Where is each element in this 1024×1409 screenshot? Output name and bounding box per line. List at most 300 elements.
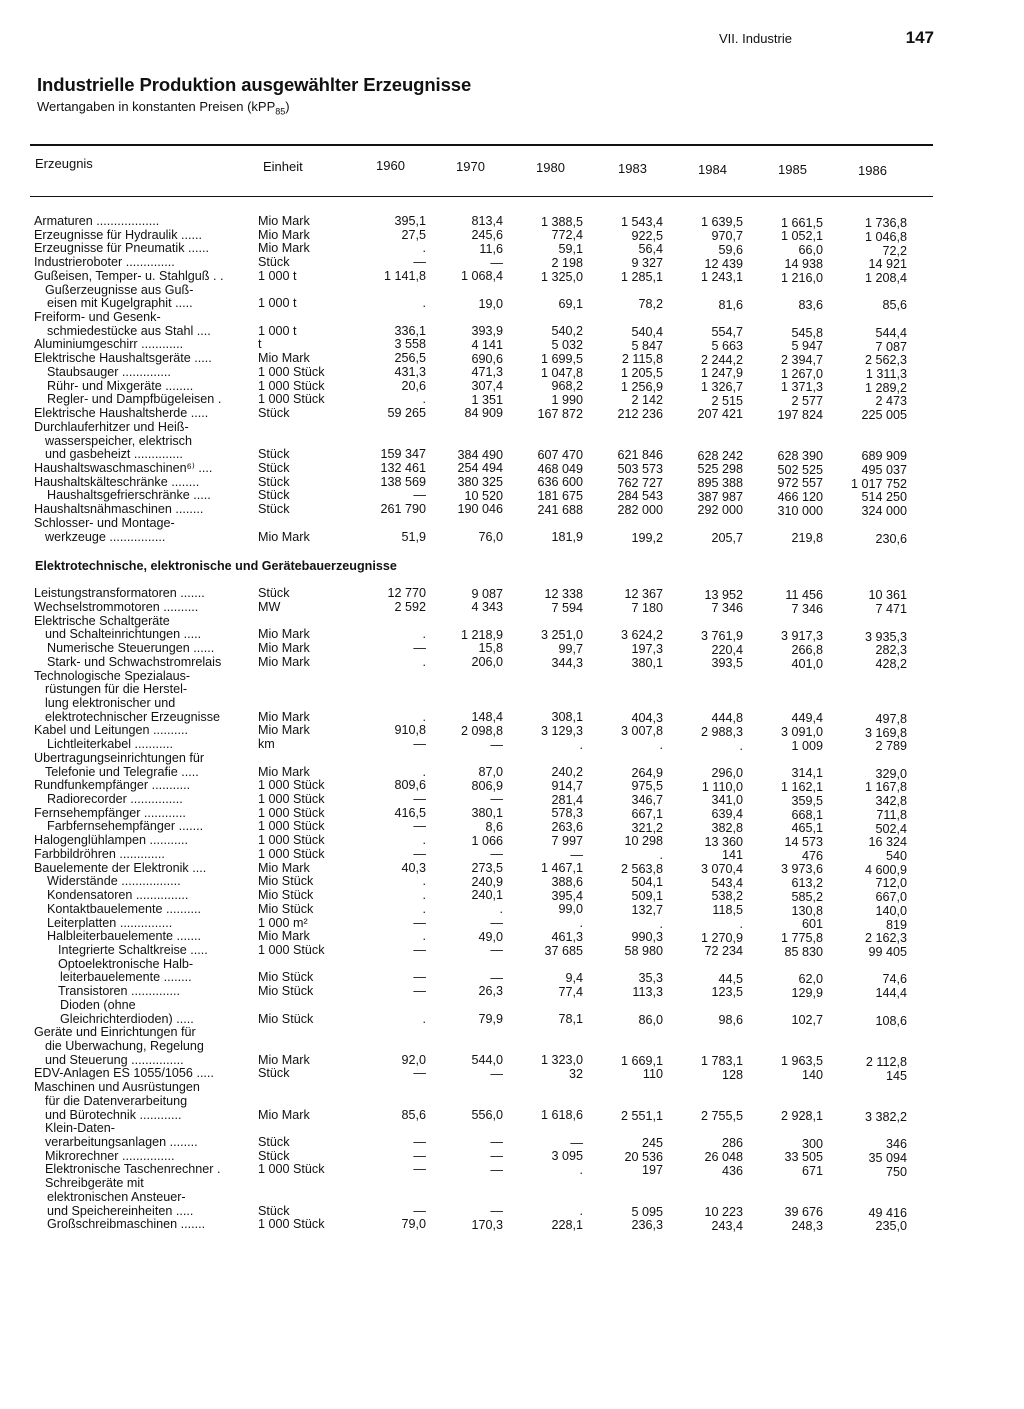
row-label: wasserspeicher, elektrisch — [45, 434, 192, 448]
value-cell: 667,0 — [875, 890, 907, 905]
row-unit: MW — [258, 599, 281, 614]
row-label: Wechselstrommotoren .......... — [34, 600, 199, 614]
value-cell: 4 343 — [471, 600, 503, 615]
value-cell: 671 — [801, 1164, 823, 1179]
row-unit: 1 000 Stück — [258, 1162, 325, 1177]
value-cell: — — [490, 1135, 503, 1150]
value-cell: 87,0 — [478, 764, 503, 779]
value-cell: 690,6 — [471, 351, 503, 366]
table-row — [0, 297, 1024, 311]
column-header-year: 1980 — [536, 160, 565, 175]
value-cell: — — [570, 847, 583, 862]
table-row — [0, 985, 1024, 999]
value-cell: 972 557 — [777, 476, 823, 491]
value-cell: 503 573 — [617, 461, 663, 476]
value-cell: — — [413, 737, 426, 752]
value-cell: — — [413, 1203, 426, 1218]
value-cell: — — [490, 737, 503, 752]
value-cell: 1 775,8 — [780, 930, 823, 945]
value-cell: — — [490, 255, 503, 270]
value-cell: 282 000 — [617, 503, 663, 518]
value-cell: 181 675 — [537, 489, 583, 504]
row-label: schmiedestücke aus Stahl .... — [47, 324, 211, 338]
value-cell: 1 046,8 — [864, 229, 907, 244]
table-row — [0, 1205, 1024, 1219]
row-unit: 1 000 Stück — [258, 1217, 325, 1232]
table-row — [0, 793, 1024, 807]
value-cell: . — [422, 874, 426, 889]
section-spacer — [0, 544, 1024, 558]
row-unit: Stück — [258, 1066, 290, 1081]
value-cell: 514 250 — [861, 490, 907, 505]
row-label: und Speichereinheiten ..... — [47, 1204, 194, 1218]
value-cell: 256,5 — [394, 351, 426, 366]
value-cell: 2 592 — [394, 599, 426, 614]
value-cell: — — [413, 488, 426, 503]
value-cell: 13 360 — [704, 834, 743, 849]
table-row — [0, 1122, 1024, 1136]
value-cell: 3 251,0 — [540, 628, 583, 643]
value-cell: 236,3 — [631, 1218, 663, 1233]
value-cell: 3 935,3 — [864, 629, 907, 644]
value-cell: 416,5 — [394, 805, 426, 820]
page-number: 147 — [905, 28, 934, 47]
value-cell: 1 543,4 — [620, 215, 663, 230]
value-cell: 540,2 — [551, 324, 583, 339]
row-unit: Mio Mark — [258, 241, 310, 256]
value-cell: 118,5 — [712, 903, 743, 918]
table-row — [0, 1150, 1024, 1164]
row-unit: 1 000 Stück — [258, 805, 325, 820]
value-cell: 1 047,8 — [540, 365, 583, 380]
value-cell: . — [422, 764, 426, 779]
value-cell: 282,3 — [875, 643, 907, 658]
table-row — [0, 215, 1024, 229]
table-row — [0, 1177, 1024, 1191]
value-cell: 2 928,1 — [780, 1109, 823, 1124]
value-cell: 393,9 — [471, 324, 503, 339]
column-header-year: 1960 — [376, 158, 405, 173]
value-cell: 197 — [641, 1163, 663, 1178]
value-cell: . — [422, 296, 426, 311]
row-label: Mikrorechner ............... — [45, 1149, 175, 1163]
value-cell: 7 180 — [631, 601, 663, 616]
value-cell: 113,3 — [632, 985, 663, 1000]
value-cell: — — [490, 1066, 503, 1081]
value-cell: 281,4 — [551, 792, 583, 807]
value-cell: 44,5 — [718, 971, 743, 986]
value-cell: 556,0 — [471, 1107, 503, 1122]
table-top-rule — [30, 144, 933, 146]
value-cell: 140,0 — [875, 903, 907, 918]
row-unit: Mio Stück — [258, 984, 314, 999]
value-cell: 78,2 — [638, 297, 663, 312]
row-unit: Stück — [258, 406, 290, 421]
value-cell: 286 — [721, 1136, 743, 1151]
table-row — [0, 352, 1024, 366]
value-cell: 2 112,8 — [865, 1054, 907, 1069]
value-cell: 3 091,0 — [780, 725, 823, 740]
row-label: Fernsehempfänger ............ — [34, 806, 186, 820]
value-cell: 7 997 — [551, 833, 583, 848]
table-header-rule — [30, 196, 933, 197]
row-label: EDV-Anlagen ES 1055/1056 ..... — [34, 1067, 214, 1081]
value-cell: 2 755,5 — [700, 1108, 743, 1123]
row-label: Technologische Spezialaus- — [34, 669, 191, 683]
table-row — [0, 1013, 1024, 1027]
row-unit: Stück — [258, 460, 290, 475]
value-cell: . — [659, 916, 663, 931]
value-cell: 384 490 — [457, 447, 503, 462]
value-cell: 59 265 — [387, 406, 426, 421]
value-cell: 538,2 — [711, 889, 743, 904]
value-cell: 342,8 — [875, 794, 907, 809]
value-cell: 16 324 — [868, 835, 907, 850]
value-cell: 1 243,1 — [700, 270, 743, 285]
value-cell: — — [413, 915, 426, 930]
value-cell: 3 095 — [551, 1149, 583, 1164]
value-cell: 11,6 — [479, 241, 503, 256]
value-cell: 59,6 — [718, 242, 743, 257]
row-label: elektrotechnischer Erzeugnisse — [45, 710, 221, 724]
value-cell: 1 371,3 — [780, 380, 823, 395]
value-cell: 428,2 — [875, 656, 907, 671]
table-row — [0, 503, 1024, 517]
table-row — [0, 752, 1024, 766]
row-label: und Bürotechnik ............ — [45, 1108, 182, 1122]
value-cell: 296,0 — [711, 765, 743, 780]
value-cell: 762 727 — [617, 475, 663, 490]
table-row — [0, 958, 1024, 972]
table-row — [0, 1218, 1024, 1232]
row-unit: Mio Mark — [258, 860, 310, 875]
row-unit: 1 000 Stück — [258, 778, 325, 793]
value-cell: 636 600 — [537, 475, 583, 490]
table-row — [0, 766, 1024, 780]
row-unit: Mio Stück — [258, 874, 314, 889]
row-label: Regler- und Dampfbügeleisen . — [47, 393, 222, 407]
value-cell: 35 094 — [868, 1150, 907, 1165]
row-label: Kontaktbauelemente .......... — [47, 902, 202, 916]
value-cell: 225 005 — [861, 408, 907, 423]
column-header-year: 1970 — [456, 159, 485, 174]
row-label: Industrieroboter .............. — [34, 256, 175, 270]
value-cell: 284 543 — [617, 489, 663, 504]
value-cell: 72 234 — [704, 944, 743, 959]
value-cell: 292 000 — [697, 503, 743, 518]
row-label: und Schalteinrichtungen ..... — [45, 628, 202, 642]
row-unit: Mio Mark — [258, 1107, 310, 1122]
value-cell: . — [659, 738, 663, 753]
value-cell: 85,6 — [401, 1107, 426, 1122]
table-row — [0, 1136, 1024, 1150]
row-unit: 1 000 t — [258, 268, 297, 283]
table-row — [0, 462, 1024, 476]
value-cell: 1 205,5 — [620, 365, 663, 380]
table-row — [0, 1040, 1024, 1054]
table-row — [0, 338, 1024, 352]
value-cell: 1 326,7 — [700, 380, 743, 395]
value-cell: 219,8 — [791, 531, 823, 546]
value-cell: 3 761,9 — [700, 628, 743, 643]
row-label: Freiform- und Gesenk- — [34, 311, 161, 325]
row-label: Transistoren .............. — [58, 985, 181, 999]
row-unit: Stück — [258, 488, 290, 503]
value-cell: 79,0 — [401, 1217, 426, 1232]
value-cell: 10 520 — [464, 488, 503, 503]
value-cell: 72,2 — [882, 243, 907, 258]
row-label: Bauelemente der Elektronik .... — [34, 861, 207, 875]
value-cell: 1 639,5 — [700, 215, 743, 230]
value-cell: 968,2 — [551, 379, 583, 394]
value-cell: 2 789 — [875, 739, 907, 754]
value-cell: 436 — [721, 1163, 743, 1178]
value-cell: — — [570, 1135, 583, 1150]
table-header — [0, 150, 1024, 190]
value-cell: . — [422, 709, 426, 724]
table-row — [0, 944, 1024, 958]
row-label: Maschinen und Ausrüstungen — [34, 1081, 200, 1095]
value-cell: 359,5 — [791, 793, 823, 808]
value-cell: 14 573 — [784, 834, 823, 849]
row-label: Gußeisen, Temper- u. Stahlguß . . — [34, 269, 224, 283]
value-cell: 181,9 — [551, 530, 583, 545]
value-cell: 148,4 — [471, 710, 503, 725]
value-cell: 9 087 — [471, 586, 503, 601]
value-cell: 264,9 — [631, 765, 663, 780]
value-cell: 2 515 — [711, 393, 743, 408]
row-unit: Mio Stück — [258, 888, 314, 903]
value-cell: 1 661,5 — [780, 215, 823, 230]
value-cell: 7 346 — [711, 601, 743, 616]
table-row — [0, 517, 1024, 531]
row-unit: 1 000 Stück — [258, 792, 325, 807]
table-row — [0, 380, 1024, 394]
row-label: die Überwachung, Regelung — [45, 1039, 204, 1053]
value-cell: 3 624,2 — [620, 628, 663, 643]
subtitle-text: Wertangaben in konstanten Preisen (kPP — [37, 99, 276, 114]
row-label: Gleichrichterdioden) ..... — [60, 1012, 194, 1026]
value-cell: 2 563,8 — [620, 861, 663, 876]
value-cell: 393,5 — [711, 656, 743, 671]
section-heading-text: Elektrotechnische, elektronische und Gerätebauerzeugnisse — [35, 559, 397, 574]
value-cell: 1 388,5 — [540, 214, 583, 229]
row-label: und gasbeheizt .............. — [45, 448, 183, 462]
value-cell: 1 618,6 — [540, 1108, 583, 1123]
value-cell: 466 120 — [777, 490, 823, 505]
value-cell: 206,0 — [471, 655, 503, 670]
value-cell: 15,8 — [478, 641, 503, 656]
value-cell: — — [413, 255, 426, 270]
value-cell: 465,1 — [791, 821, 823, 836]
value-cell: 578,3 — [551, 806, 583, 821]
value-cell: 468 049 — [537, 461, 583, 476]
value-cell: 2 988,3 — [700, 724, 743, 739]
value-cell: 1 141,8 — [383, 268, 426, 283]
value-cell: 199,2 — [631, 530, 663, 545]
value-cell: 1 110,0 — [701, 779, 743, 794]
value-cell: 321,2 — [631, 820, 663, 835]
row-label: Erzeugnisse für Pneumatik ...... — [34, 242, 209, 256]
row-unit: Mio Mark — [258, 627, 310, 642]
value-cell: . — [422, 627, 426, 642]
row-label: Stark- und Schwachstromrelais — [47, 655, 222, 669]
row-label: Übertragungseinrichtungen für — [34, 751, 205, 765]
value-cell: 266,8 — [791, 642, 823, 657]
value-cell: 62,0 — [798, 972, 823, 987]
value-cell: 123,5 — [711, 985, 743, 1000]
row-unit: Stück — [258, 586, 290, 601]
row-label: Dioden (ohne — [60, 998, 136, 1012]
table-row — [0, 1163, 1024, 1177]
value-cell: 128 — [721, 1067, 743, 1082]
table-row — [0, 1067, 1024, 1081]
value-cell: 56,4 — [638, 242, 663, 257]
column-header-product: Erzeugnis — [35, 156, 93, 171]
value-cell: 3 007,8 — [620, 724, 663, 739]
table-row — [0, 311, 1024, 325]
table-row — [0, 1081, 1024, 1095]
row-label: eisen mit Kugelgraphit ..... — [47, 297, 193, 311]
table-row — [0, 1054, 1024, 1068]
value-cell: — — [413, 1135, 426, 1149]
value-cell: 1 216,0 — [780, 270, 823, 285]
value-cell: 85 830 — [784, 944, 823, 959]
value-cell: 585,2 — [791, 889, 823, 904]
value-cell: 346 — [885, 1137, 907, 1152]
table-row — [0, 642, 1024, 656]
table-row — [0, 476, 1024, 490]
value-cell: 471,3 — [471, 365, 503, 380]
row-label: Farbfernsehempfänger ....... — [47, 820, 204, 834]
value-cell: 59,1 — [558, 242, 583, 257]
value-cell: 504,1 — [631, 875, 663, 890]
value-cell: 809,6 — [394, 778, 426, 793]
value-cell: 19,0 — [478, 296, 503, 311]
row-label: für die Datenverarbeitung — [45, 1094, 188, 1108]
value-cell: . — [422, 241, 426, 256]
row-unit: t — [258, 337, 262, 352]
row-unit: Mio Mark — [258, 351, 310, 366]
table-row — [0, 697, 1024, 711]
row-label: Radiorecorder ............... — [47, 793, 183, 807]
value-cell: 495 037 — [861, 463, 907, 478]
value-cell: 26 048 — [704, 1150, 743, 1165]
value-cell: 3 129,3 — [540, 724, 583, 739]
value-cell: 607 470 — [537, 447, 583, 462]
value-cell: 8,6 — [485, 819, 503, 834]
value-cell: 431,3 — [394, 364, 426, 379]
value-cell: 205,7 — [711, 530, 743, 545]
value-cell: 5 663 — [711, 338, 743, 353]
row-label: Haushaltsgefrierschränke ..... — [47, 489, 211, 503]
row-unit: 1 000 Stück — [258, 392, 325, 407]
value-cell: 502 525 — [777, 462, 823, 477]
value-cell: 132 461 — [380, 460, 426, 475]
table-row — [0, 421, 1024, 435]
value-cell: 382,8 — [711, 820, 743, 835]
table-row — [0, 1191, 1024, 1205]
row-label: Elektrische Schaltgeräte — [34, 614, 170, 628]
value-cell: 49 416 — [868, 1205, 907, 1220]
section-heading — [0, 558, 1024, 575]
value-cell: . — [422, 888, 426, 903]
value-cell: 3 917,3 — [780, 629, 823, 644]
value-cell: 245,6 — [471, 228, 503, 243]
value-cell: 329,0 — [875, 766, 907, 781]
value-cell: — — [490, 1203, 503, 1218]
value-cell: 525 298 — [697, 462, 743, 477]
subtitle-close: ) — [285, 99, 290, 114]
value-cell: 2 098,8 — [460, 723, 503, 738]
value-cell: 13 952 — [704, 587, 743, 602]
value-cell: 10 361 — [868, 588, 907, 603]
value-cell: 540 — [885, 849, 907, 863]
value-cell: 33 505 — [784, 1150, 823, 1165]
value-cell: 2 162,3 — [864, 931, 907, 946]
value-cell: 2 244,2 — [700, 352, 743, 367]
value-cell: 51,9 — [401, 529, 426, 544]
row-unit: 1 000 m² — [258, 915, 308, 930]
value-cell: 502,4 — [875, 821, 907, 836]
value-cell: 76,0 — [478, 529, 503, 544]
value-cell: 628 242 — [697, 448, 743, 463]
value-cell: 129,9 — [791, 985, 823, 1000]
column-header-year: 1986 — [858, 163, 887, 178]
value-cell: 1 990 — [551, 393, 583, 408]
value-cell: 32 — [568, 1067, 583, 1082]
value-cell: . — [422, 392, 426, 407]
value-cell: — — [413, 1162, 426, 1177]
value-cell: . — [659, 847, 663, 862]
row-label: Geräte und Einrichtungen für — [34, 1026, 196, 1040]
value-cell: 324 000 — [861, 504, 907, 519]
value-cell: 2 394,7 — [780, 352, 823, 367]
table-row — [0, 834, 1024, 848]
value-cell: 228,1 — [551, 1218, 583, 1232]
value-cell: 4 600,9 — [864, 862, 907, 877]
table-row — [0, 587, 1024, 601]
value-cell: 9,4 — [565, 971, 583, 986]
value-cell: 7 594 — [551, 600, 583, 615]
value-cell: 388,6 — [551, 875, 583, 890]
value-cell: 449,4 — [791, 711, 823, 726]
row-unit: Stück — [258, 1203, 290, 1218]
value-cell: — — [413, 942, 426, 957]
value-cell: . — [422, 929, 426, 944]
table-row — [0, 628, 1024, 642]
value-cell: 307,4 — [471, 378, 503, 393]
row-unit: Stück — [258, 1135, 290, 1149]
table-row — [0, 875, 1024, 889]
value-cell: 1 208,4 — [864, 270, 907, 285]
value-cell: 69,1 — [558, 297, 583, 311]
value-cell: 3 558 — [394, 337, 426, 352]
value-cell: 81,6 — [718, 297, 743, 312]
row-label: Klein-Daten- — [45, 1122, 115, 1136]
value-cell: 1 267,0 — [780, 366, 823, 381]
value-cell: 263,6 — [551, 820, 583, 835]
value-cell: 3 169,8 — [864, 725, 907, 740]
value-cell: 1 285,1 — [620, 269, 663, 284]
row-label: Telefonie und Telegrafie ..... — [45, 765, 199, 779]
value-cell: 74,6 — [882, 972, 907, 987]
row-label: Leiterplatten ............... — [47, 916, 173, 930]
value-cell: 601 — [801, 917, 823, 932]
value-cell: 99,0 — [558, 902, 583, 917]
value-cell: 14 921 — [868, 257, 907, 272]
value-cell: 254 494 — [457, 461, 503, 476]
